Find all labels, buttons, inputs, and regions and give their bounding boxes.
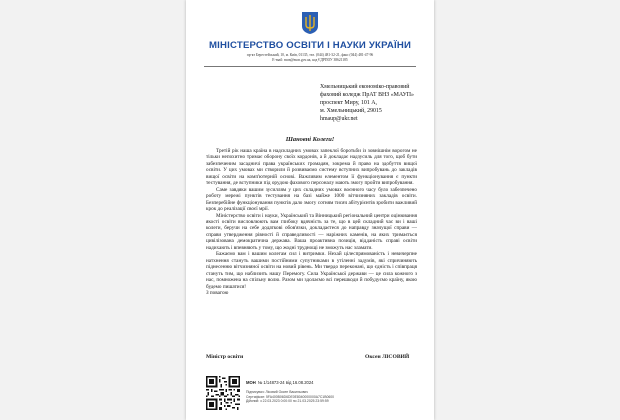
validity-line: Дійсний: з 22.03.2023 0:00:00 по 21.03.2025 23:59:59	[246, 399, 329, 404]
ministry-email: E-mail: mon@mon.gov.ua, код ЄДРПОУ 38621185	[272, 57, 348, 62]
signer-line: Підписувач: Лісовий Оксен Васильович	[246, 390, 309, 394]
trident-emblem-icon	[301, 11, 319, 35]
header-divider	[204, 66, 416, 67]
recipient-block	[320, 83, 430, 123]
closing-phrase: З повагою	[206, 289, 229, 296]
signer-position: Міністр освіти	[206, 354, 244, 360]
recipient-line: Хмельницький економіко-правовий	[320, 84, 410, 90]
letter-paragraph: Міністерство освіти і науки, Український та Вінницький регіональний центри оцінювання якості освіти висловлюють вам глибоку вдячність за те, що в цей складний час ви і ваші колеги, беручи на себе додаткові обов'язки, докладаєтеся до направду значущої справи — справи утвердження рівності й справедливості — наріжних каменів, на яких тримається цивілізована демократична держава. Ваша проактивна позиція, відданість справі освіти надихають і впевняють у тому, що жодні труднощі не зможуть нас зламати.	[206, 212, 417, 251]
letter-paragraph: Бажаємо вам і вашим колегам сил і витримки. Нехай цілеспрямованість і невичерпне натхнення стануть вашими постійними супутниками в утіленні задумів, які спричиняють піднесенню вітчизняної освіти на новий рівень. Ми твердо переконані, що єдність і співпраця стануть тим, що наблизить нашу Перемогу. Сила Української держави — це сила кожного з нас, помножена на спільну волю. Разом ми здолаємо всі перешкоди й побудуємо країну, якою будемо пишатися!	[206, 251, 417, 290]
letter-paragraph: Саме завдяки вашим зусиллям у цих складних умовах воєнного часу було забезпечено роботу мережі пунктів тестування на базі майже 1000 вітчизняних закладів освіти. Безперебійне функціонування пунктів дало змогу сотням тисяч абітурієнтів зробити важливий крок до реалізації своєї мрії.	[206, 186, 417, 213]
qr-code-icon	[206, 376, 240, 410]
greeting: Шановні Колеги!	[285, 136, 335, 143]
certificate-line: Сертифікат: 5FA400B06D6DE0E8040000000A7C1B0600	[246, 394, 334, 399]
ministry-title: МІНІСТЕРСТВО ОСВІТИ І НАУКИ УКРАЇНИ	[208, 40, 412, 51]
letter-paragraph: Третій рік наша країна в надскладних умовах запеклої боротьби із зовнішнім ворогом не тільки непохитно тримає оборону своїх кордонів, а й докладає надзусиль для того, щоб бути забезпеченим засадничі права українських громадян, зокрема й право на здобуття вищої освіти. У цих умовах ми створили й розвиваємо систему вступних випробувань до закладів вищої освіти на комп'ютерній основі. Важливим елементом її функціонування є пункти тестування, де вступники під орудою фахового персоналу мають змогу пройти випробування.	[206, 148, 417, 187]
recipient-line: фаховий коледж ПрАТ ВНЗ «МАУП»	[320, 92, 415, 98]
recipient-email: hmaup@ukr.net	[320, 116, 358, 122]
ministry-address: пр-кт Берестейський, 10, м. Київ, 01135, тел. (044) 481-32-21, факс (044) 481-47-96	[246, 53, 374, 57]
registration-label: МОН	[246, 380, 256, 385]
letter-page	[186, 0, 434, 420]
ministry-contacts	[206, 53, 414, 62]
letter-body	[206, 148, 417, 296]
digital-signature-info	[246, 390, 416, 404]
recipient-line: м. Хмельницький, 29015	[320, 108, 382, 114]
registration-value: № 1/14873-24 від 16.08.2024	[257, 380, 314, 385]
recipient-line: проспект Миру, 101 А,	[320, 100, 377, 106]
signer-name: Оксен ЛІСОВИЙ	[365, 354, 410, 360]
registration-number	[246, 380, 314, 385]
